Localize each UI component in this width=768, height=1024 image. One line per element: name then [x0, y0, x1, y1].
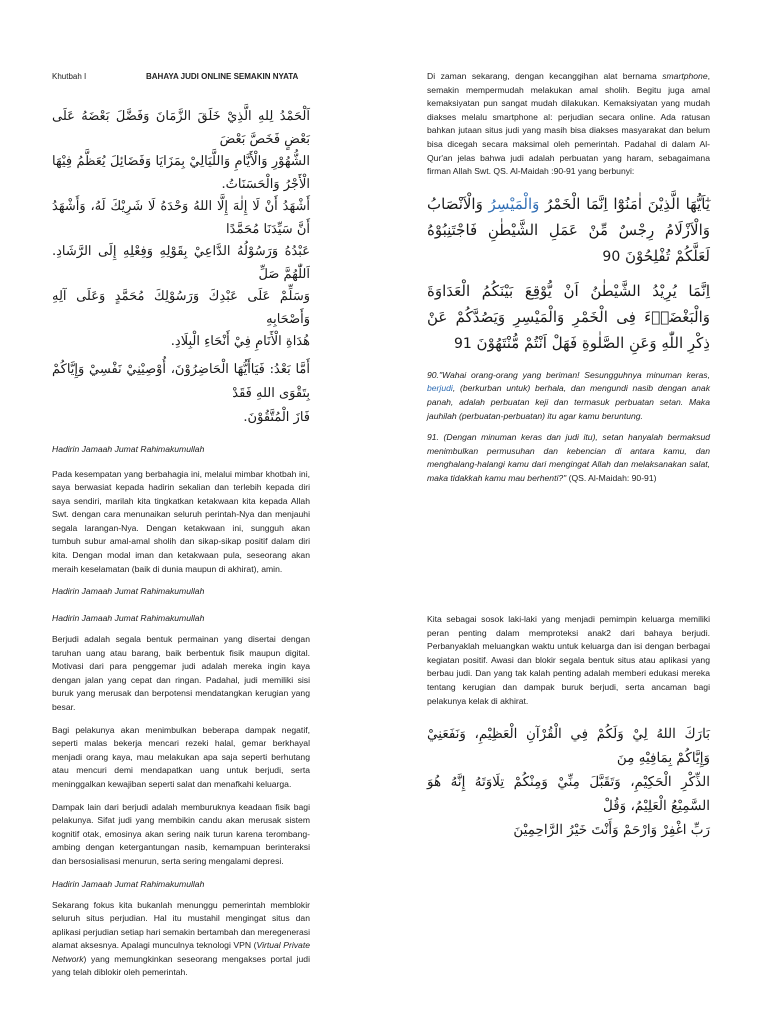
translation-90: [427, 369, 710, 423]
text-run: Di zaman sekarang, dengan kecanggihan alat bernama: [427, 71, 663, 81]
verse-text: اِنَّمَا يُرِيْدُ الشَّيْطٰنُ اَنْ يُّوْقِعَ بَيْنَكُمُ الْعَدَاوَةَ وَالْبَغْضَاۤءَ فِى الْخَمْرِ وَالْمَيْسِرِ وَيَصُدَّكُمْ عَنْ ذِكْرِ اللّٰهِ وَعَنِ الصَّلٰوةِ فَهَلْ اَنْتُمْ مُّنْتَهُوْنَ: [427, 281, 710, 352]
page2-right-column: [427, 613, 710, 842]
header-label: Khutbah I: [52, 72, 87, 81]
section-heading: Hadirin Jamaah Jumat Rahimakumullah: [52, 878, 205, 889]
verse-90: [427, 191, 710, 270]
page1-right-column: [427, 70, 710, 486]
page1-left-column: [52, 70, 310, 596]
paragraph: Kita sebagai sosok laki-laki yang menjadi pemimpin keluarga memiliki peran penting dalam memproteksi anak2 dari bahaya berjudi. Perbanyaklah meluangkan waktu untuk keluarga dan isi dengan berbagai kegiatan positif. Awasi dan blokir segala bentuk situs atau aplikasi yang berbau judi. Dan yang tak kalah penting adalah memberi edukasi mereka tentang kerugian dan dampak buruk berjudi, serta ancaman bagi pelakunya kelak di akhirat.: [427, 614, 710, 706]
verse-text: وَالْاَنْصَابُ وَالْاَزْلَامُ رِجْسٌ مِّنْ عَمَلِ الشَّيْطٰنِ فَاجْتَنِبُوْهُ لَعَلَّكُمْ تُفْلِحُوْنَ: [427, 194, 710, 265]
verse-highlight: وَالْمَيْسِرُ: [488, 194, 540, 213]
text-run: (QS. Al-Maidah: 90-91): [566, 472, 657, 483]
arabic-opening: [52, 106, 310, 354]
arabic-line: عَبْدُهُ وَرَسُوْلُهُ الدَّاعِيْ بِقَوْلِهِ وَفِعْلِهِ إِلَى الرَّشَادِ. اَللّٰهُمَّ صَلِّ: [52, 244, 310, 282]
arabic-line: فَازَ الْمُتَّقُوْنَ.: [243, 409, 310, 425]
paragraph: Berjudi adalah segala bentuk permainan yang disertai dengan taruhan uang atau barang, baik berbentuk fisik maupun digital. Motivasi dari para penggemar judi adalah mereka ingin kaya dengan jalan yang cepat dan ringan. Padahal, judi memiliki sisi buruk yang merusak dan berpotensi mendatangkan kerugian yang besar.: [52, 634, 310, 712]
arabic-line: أَمَّا بَعْدُ: فَيَاأَيُّهَا الْحَاضِرُوْنَ، أُوْصِيْنِيْ نَفْسِيْ وَإِيَّاكُمْ بِتَقْوَى اللهِ فَقَدْ: [52, 361, 310, 401]
section-heading: Hadirin Jamaah Jumat Rahimakumullah: [52, 613, 205, 623]
text-run: 90."Wahai orang-orang yang beriman! Sesungguhnya minuman keras,: [427, 369, 710, 380]
text-highlight: berjudi: [427, 383, 453, 394]
text-run-italic: 91. (Dengan minuman keras dan judi itu), setan hanyalah bermaksud menimbulkan permusuhan dan kebencian di antara kamu, dan menghalang-halangi kamu dari mengingat Allah dan melaksanakan salat, maka tidakkah kamu mau berhenti?": [427, 432, 710, 483]
text-run: , semakin mempermudah melakukan amal sholih. Begitu juga amal kemaksiyatan pun sangat mudah dilakukan. Kemaksiyatan yang mudah diakses melalu smartphone al: perjudian secara online. Ada ratusan bahkan jutaan situs judi yang masih bisa diakses masyarakat dan belum bisa dicegah secara maksimal oleh pemerintah. Padahal di dalam Al-Qur'an jelas bahwa judi adalah perbuatan yang haram, sebagaimana firman Allah Swt. QS. Al-Maidah :90-91 yang berbunyi:: [427, 71, 710, 177]
section-heading: Hadirin Jamaah Jumat Rahimakumullah: [52, 443, 205, 454]
section-heading: Hadirin Jamaah Jumat Rahimakumullah: [52, 586, 205, 597]
arabic-line: أَشْهَدُ أَنْ لَا إِلٰهَ إِلَّا اللهُ وَحْدَهُ لَا شَرِيْكَ لَهُ، وَأَشْهَدُ أَنَّ سَيِّدَنَا مُحَمَّدًا: [52, 199, 310, 237]
arabic-line: وَسَلِّمْ عَلَى عَبْدِكَ وَرَسُوْلِكَ مُحَمَّدٍ وَعَلَى آلِهِ وَأَصْحَابِهِ: [52, 289, 310, 327]
arabic-line: الشُّهُوْرِ وَالْأَيَّامِ وَاللَّيَالِيْ بِمَزَايَا وَفَضَائِلَ يُعَظَّمُ فِيْهَا الْأَجْرُ وَالْحَسَنَاتُ.: [52, 154, 310, 192]
page-header: [52, 70, 310, 84]
arabic-line: الذِّكْرِ الْحَكِيْمِ، وَتَقَبَّلَ مِنِّيْ وَمِنْكُمْ تِلَاوَتَهُ إِنَّهُ هُوَ السَّمِيْعُ الْعَلِيْمُ، وَقُلْ: [427, 774, 710, 815]
page2-left-column: [52, 613, 310, 980]
arabic-line: رَبِّ اغْفِرْ وَارْحَمْ وَأَنْتَ خَيْرُ الرَّاحِمِيْنَ: [513, 822, 710, 839]
arabic-line: اَلْحَمْدُ لِلهِ الَّذِيْ خَلَقَ الزَّمَانَ وَفَضَّلَ بَعْضَهُ عَلَى بَعْضٍ فَخَصَّ بَعْضَ: [52, 109, 310, 147]
text-run: ) yang memungkinkan seseorang mengakses portal judi yang telah diblokir oleh pemerintah.: [52, 953, 310, 978]
verse-91: [427, 278, 710, 357]
text-run-italic: Virtual Private Network: [52, 940, 311, 964]
arabic-line: هُدَاةِ الْأَنَامِ فِيْ أَنْحَاءِ الْبِلَادِ.: [170, 334, 310, 349]
verse-number: 90: [602, 248, 621, 265]
text-run: Sekarang fokus kita bukanlah menunggu pemerintah memblokir seluruh situs perjudian. Hal itu mustahil mengingat situs dan aplikasi perjudian setiap hari semakin bertambah dan meregenerasi alamat aksesnya. Apalagi munculnya teknologi VPN (: [52, 899, 310, 951]
arabic-amma-badu: [52, 358, 310, 430]
text-run-italic: smartphone: [662, 71, 708, 81]
verse-text: يٰٓاَيُّهَا الَّذِيْنَ اٰمَنُوْٓا اِنَّمَا الْخَمْرُ: [539, 194, 710, 213]
verse-number: 91: [453, 335, 472, 352]
paragraph: [427, 70, 710, 179]
paragraph: [52, 899, 310, 981]
paragraph: Bagi pelakunya akan menimbulkan beberapa dampak negatif, seperti malas bekerja mencari rezeki halal, gemar berkhayal menjadi orang kaya, mau melakukan apa saja seperti berhutang atau mencuri demi mendapatkan uang untuk berjudi, serta meninggalkan kewajiban seperti salat dan menafkahi keluarga.: [52, 724, 310, 789]
text-run: , (berkurban untuk) berhala, dan mengundi nasib dengan anak panah, adalah perbuatan keji dan termasuk perbuatan setan. Maka jauhilah (perbuatan-perbuatan) itu agar kamu beruntung.: [427, 383, 710, 421]
header-title: BAHAYA JUDI ONLINE SEMAKIN NYATA: [146, 72, 299, 81]
paragraph: Pada kesempatan yang berbahagia ini, melalui mimbar khotbah ini, saya berwasiat kepada hadirin sekalian dan terlebih kepada diri saya sendiri, marilah kita tingkatkan ketakwaan kita kepada Allah Swt. dengan cara menunaikan seluruh perintah-Nya dan menjauhi segala larangan-Nya. Dengan ketakwaan ini, sungguh akan tumbuh subur amal-amal sholih dan sikap-sikap positif dalam diri kita. Dengan modal iman dan ketakwaan pula, seseorang akan meraih keselamatan (baik di dunia maupun di akhirat), amin.: [52, 468, 310, 574]
paragraph: Dampak lain dari berjudi adalah memburuknya keadaan fisik bagi pelakunya. Sifat judi yang membikin candu akan merusak sistem kognitif otak, emosinya akan sering naik turun karena terombang-ambing dengan ketergantungan nasib, kemampuan berinteraksi dan bersosialisasi menurun, serta sering mengalami depresi.: [52, 801, 310, 866]
translation-91: [427, 431, 710, 485]
arabic-closing: [427, 722, 710, 842]
arabic-line: بَارَكَ اللهُ لِيْ وَلَكُمْ فِي الْقُرْآنِ الْعَظِيْمِ، وَنَفَعَنِيْ وَإِيَّاكُمْ بِمَافِيْهِ مِنَ: [427, 726, 710, 767]
